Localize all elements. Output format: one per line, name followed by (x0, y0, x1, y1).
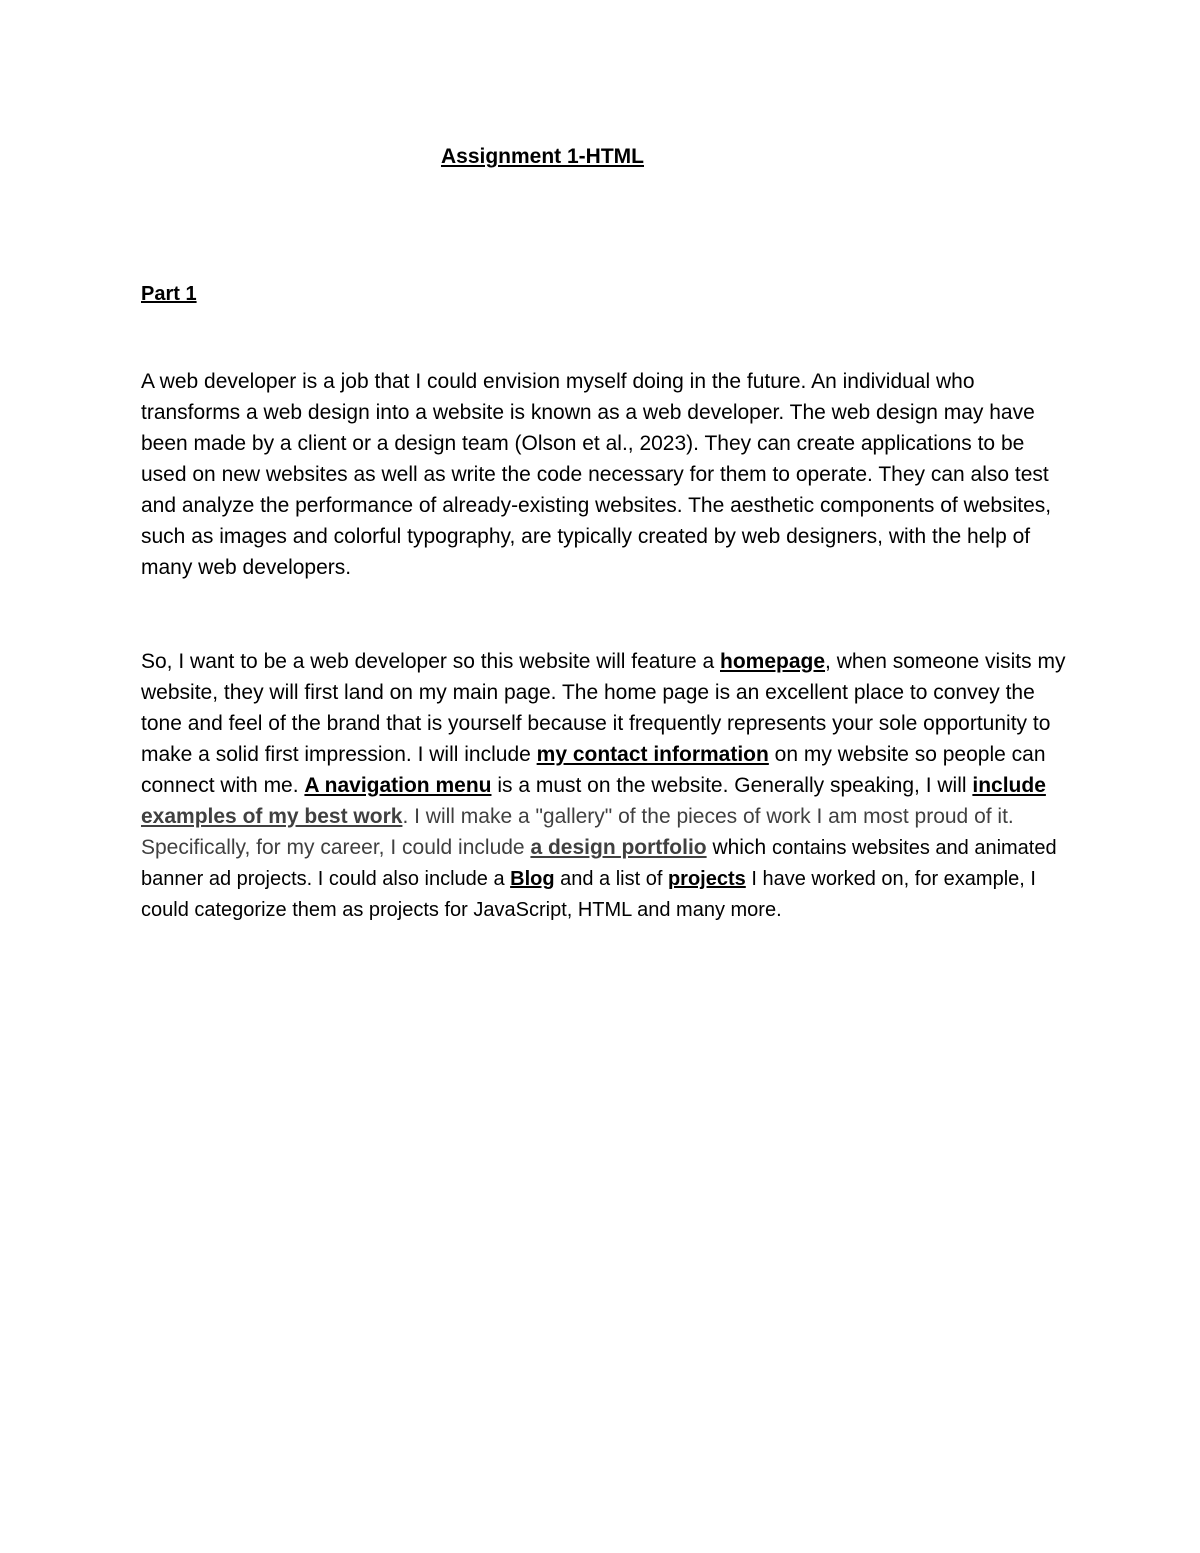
para2-text-7: which (706, 836, 772, 859)
paragraph-2 (141, 646, 1076, 925)
para2-text-1: So, I want to be a web developer so this website will feature a (141, 650, 720, 673)
document-title: Assignment 1-HTML (440, 145, 644, 168)
best-work-term: examples of my best work (141, 805, 403, 828)
paragraph-1: A web developer is a job that I could envision myself doing in the future. An individual who transforms a web design into a website is known as a web developer. The web design may have been made by a client or a design team (Olson et al., 2023). They can create applications to be used on new websites as well as write the code necessary for them to operate. They can also test and analyze the performance of already-existing websites. The aesthetic components of websites, such as images and colorful typography, are typically created by web designers, with the help of many web developers. (141, 370, 1052, 579)
para2-text-9: and a list of (554, 868, 668, 890)
design-portfolio-term: a design portfolio (530, 836, 707, 859)
include-term: include (972, 774, 1046, 797)
para2-text-4: is a must on the website. Generally speaking, I will (491, 774, 973, 797)
para2-text-6: . I will make a "gallery" of the pieces of work I am most proud of it. Specifically, for my career, I could include (141, 805, 1014, 859)
para2-text-8: contains websites and animated banner ad projects. I could also include a (141, 837, 1057, 890)
para2-text-10: I have worked on, for example, I could categorize them as projects for JavaScript, HTML and many more. (141, 868, 1036, 921)
para2-text-3: on my website so people can connect with me. (141, 743, 1046, 797)
part-heading: Part 1 (141, 283, 197, 305)
projects-term: projects (667, 868, 746, 890)
navigation-menu-term: A navigation menu (304, 774, 492, 797)
para2-text-2: , when someone visits my website, they will first land on my main page. The home page is an excellent place to convey the tone and feel of the brand that is yourself because it frequently represents your sole opportunity to make a solid first impression. I will include (141, 650, 1066, 766)
blog-term: Blog (510, 868, 555, 890)
homepage-term: homepage (720, 650, 826, 673)
contact-information-term: my contact information (536, 743, 769, 766)
